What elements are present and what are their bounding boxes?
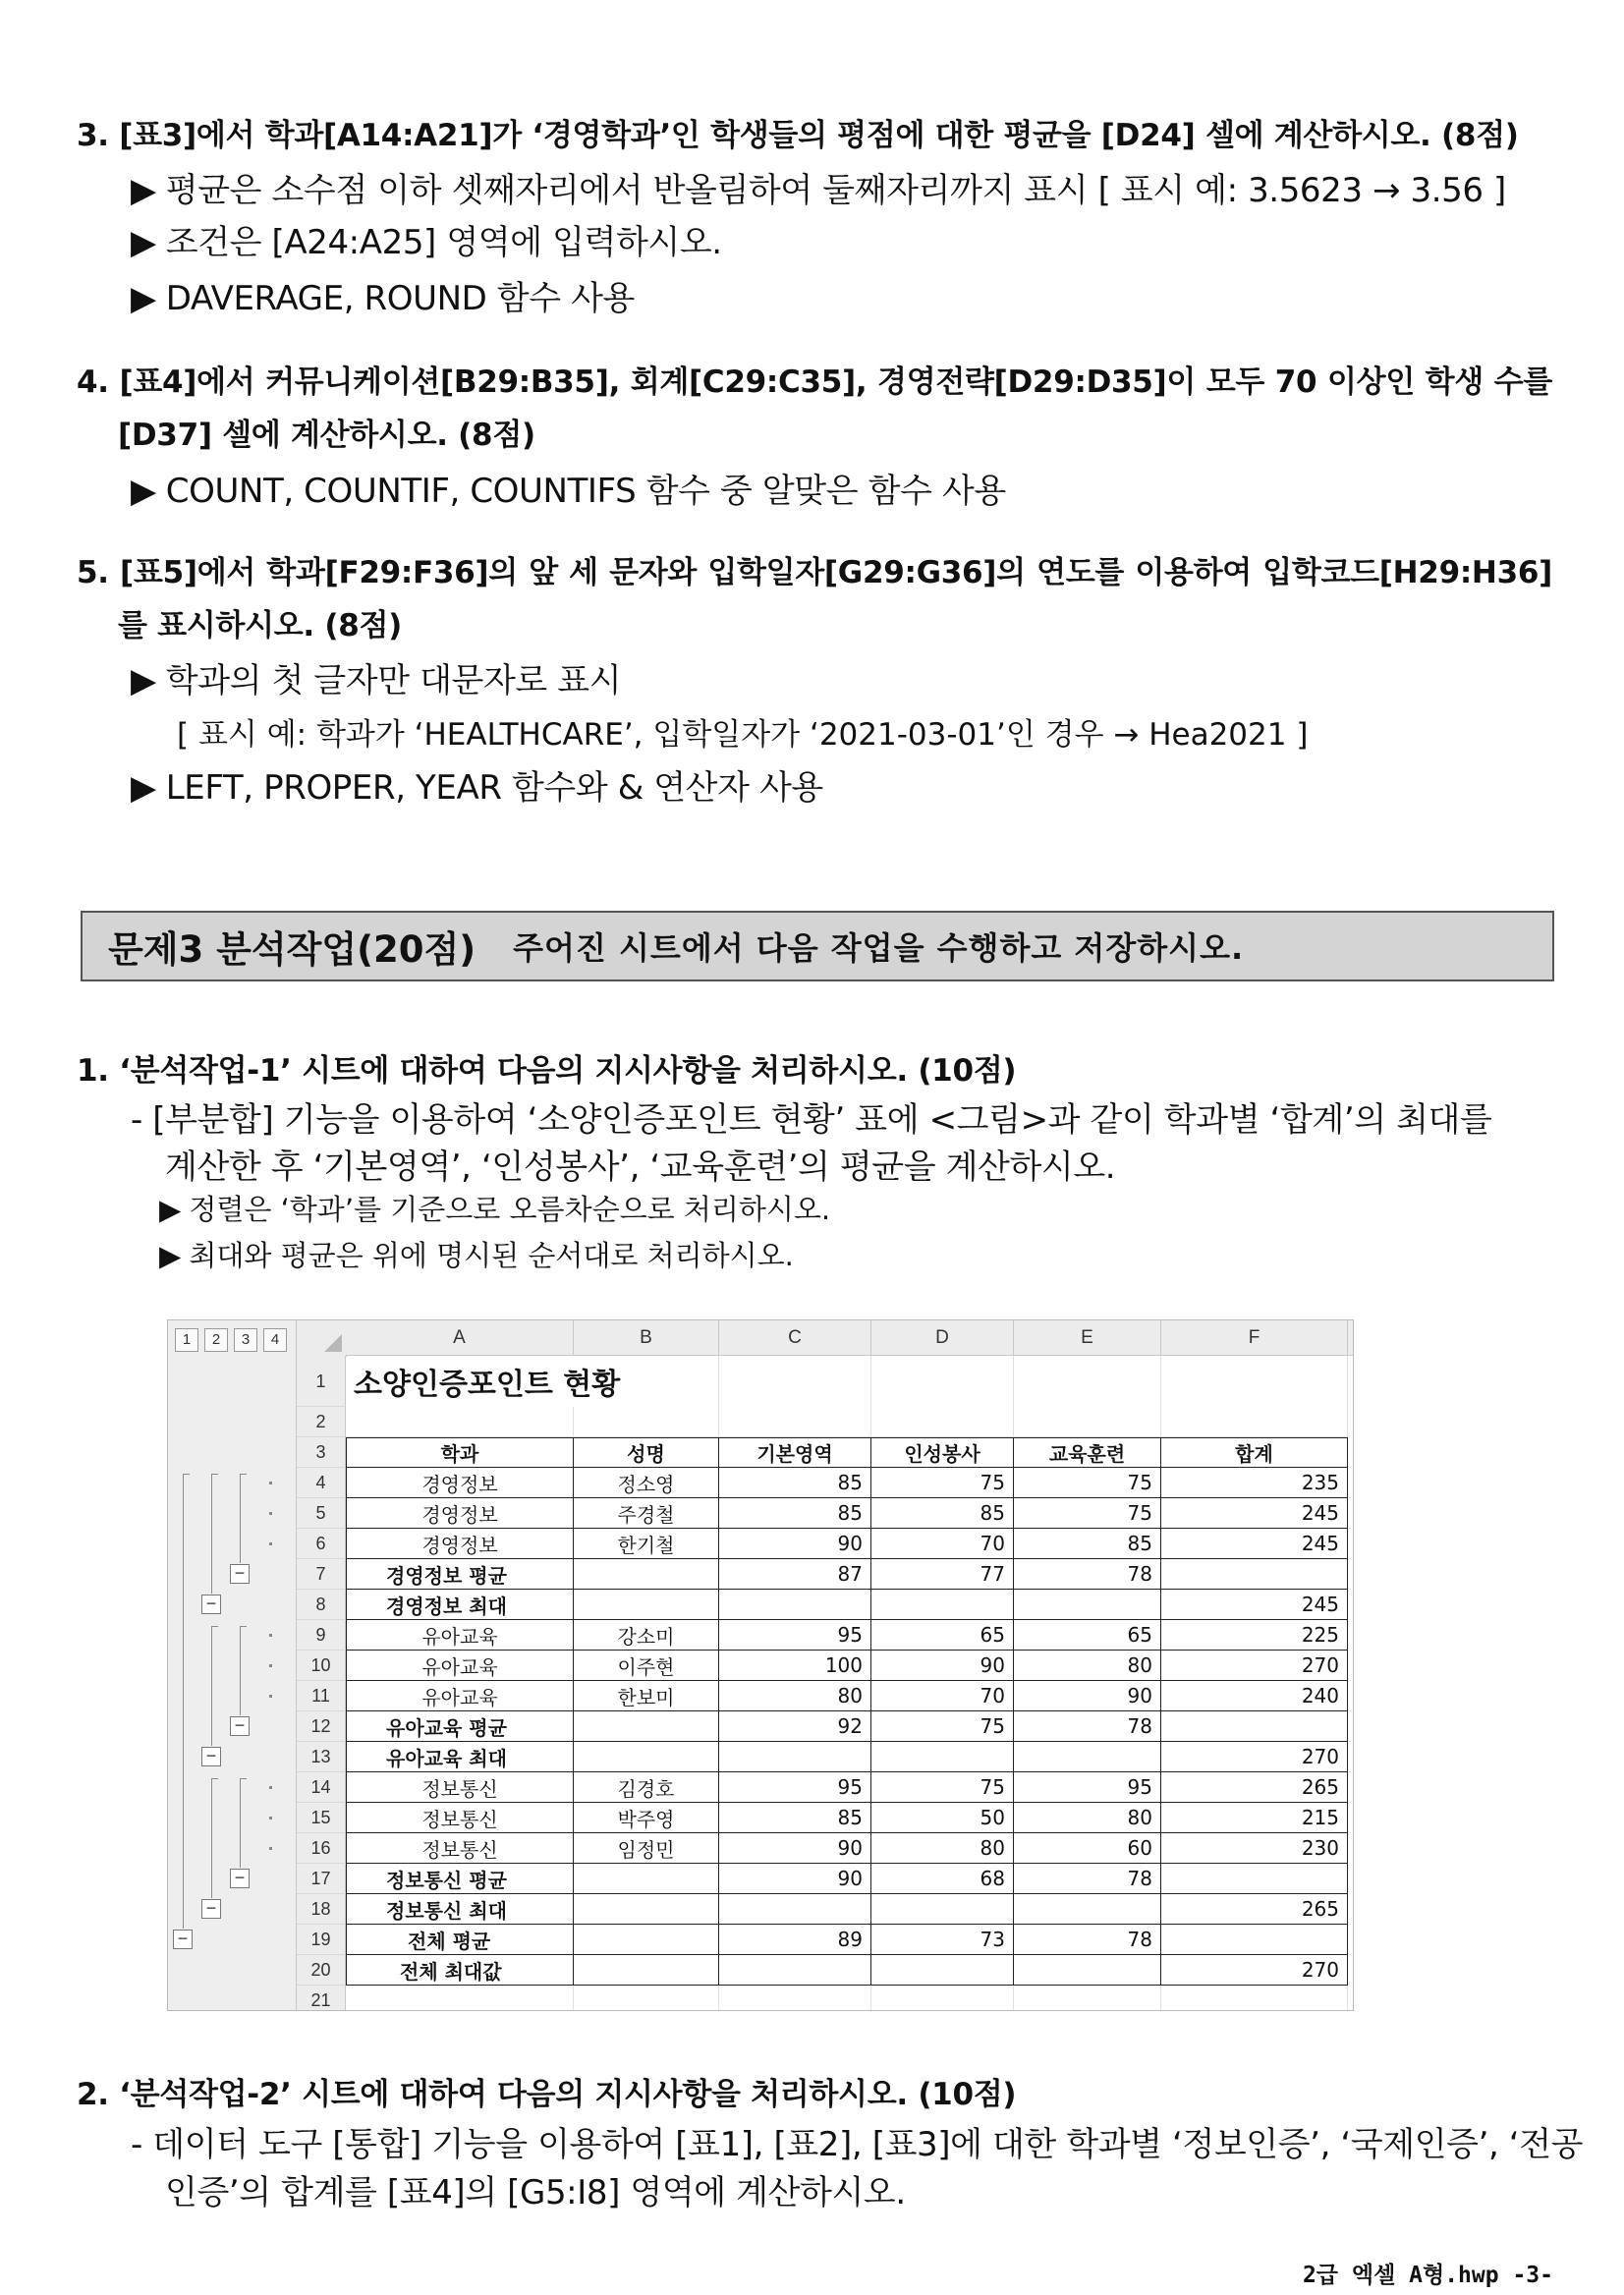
summary-cell[interactable]: 89	[719, 1925, 871, 1955]
task-1-line-2: 계산한 후 ‘기본영역’, ‘인성봉사’, ‘교육훈련’의 평균을 계산하시오.	[165, 1148, 1116, 1187]
data-cell[interactable]: 245	[1161, 1498, 1348, 1529]
outline-detail-dot	[269, 1512, 272, 1515]
sheet-cell[interactable]	[871, 1407, 1014, 1437]
data-cell[interactable]: 임정민	[574, 1833, 719, 1864]
data-cell[interactable]: 90	[719, 1529, 871, 1559]
data-cell[interactable]: 80	[871, 1833, 1014, 1864]
summary-cell[interactable]: 전체 평균	[346, 1925, 574, 1955]
data-cell[interactable]: 215	[1161, 1803, 1348, 1833]
outline-level-3-button[interactable]: 3	[234, 1328, 257, 1352]
data-cell[interactable]: 경영정보	[346, 1468, 574, 1498]
header-cell[interactable]: 성명	[574, 1437, 719, 1468]
summary-cell[interactable]	[719, 1742, 871, 1772]
data-cell[interactable]: 유아교육	[346, 1651, 574, 1681]
sheet-cell[interactable]	[871, 1356, 1014, 1407]
data-cell[interactable]: 85	[1014, 1529, 1161, 1559]
summary-cell[interactable]: 270	[1161, 1742, 1348, 1772]
section-3-title: 문제3 분석작업(20점)	[108, 928, 476, 971]
row-header-2[interactable]: 2	[297, 1407, 346, 1437]
column-header-d[interactable]: D	[871, 1320, 1014, 1356]
data-cell[interactable]: 이주현	[574, 1651, 719, 1681]
data-cell[interactable]: 225	[1161, 1620, 1348, 1651]
data-cell[interactable]: 80	[1014, 1651, 1161, 1681]
column-header-a[interactable]: A	[346, 1320, 574, 1356]
problem-4-title-line1: 4. [표4]에서 커뮤니케이션[B29:B35], 회계[C29:C35], 경영전략[D29:D35]이 모두 70 이상인 학생 수를	[77, 364, 1552, 400]
summary-cell[interactable]	[574, 1590, 719, 1620]
summary-cell[interactable]	[871, 1955, 1014, 1986]
bullet-arrow-icon: ▶	[131, 223, 156, 262]
data-cell[interactable]: 265	[1161, 1772, 1348, 1803]
sheet-cell[interactable]	[1014, 1986, 1161, 2011]
outline-bracket-line	[211, 1474, 218, 1475]
summary-cell[interactable]: 78	[1014, 1711, 1161, 1742]
summary-cell[interactable]: 265	[1161, 1894, 1348, 1925]
outline-collapse-icon[interactable]: −	[173, 1930, 193, 1949]
task-1-note-1: ▶ 정렬은 ‘학과’를 기준으로 오름차순으로 처리하시오.	[159, 1193, 831, 1226]
row-header-11[interactable]: 11	[297, 1681, 346, 1711]
outline-bracket-line	[240, 1778, 241, 1869]
column-header-f[interactable]: F	[1161, 1320, 1348, 1356]
outline-collapse-icon[interactable]: −	[201, 1595, 221, 1614]
data-cell[interactable]: 한보미	[574, 1681, 719, 1711]
summary-cell[interactable]	[1161, 1559, 1348, 1590]
problem-4-title-line2: [D37] 셀에 계산하시오. (8점)	[118, 418, 535, 453]
summary-cell[interactable]	[719, 1894, 871, 1925]
data-cell[interactable]: 270	[1161, 1651, 1348, 1681]
summary-cell[interactable]	[574, 1894, 719, 1925]
row-header-14[interactable]: 14	[297, 1772, 346, 1803]
sheet-cell[interactable]	[1014, 1407, 1161, 1437]
summary-cell[interactable]	[574, 1925, 719, 1955]
outline-bracket-line	[240, 1474, 247, 1475]
summary-cell[interactable]	[1014, 1955, 1161, 1986]
problem-3-bullet-3: ▶ DAVERAGE, ROUND 함수 사용	[131, 279, 635, 318]
bullet-arrow-icon: ▶	[131, 171, 156, 210]
outline-level-1-button[interactable]: 1	[175, 1328, 198, 1352]
data-cell[interactable]: 95	[719, 1772, 871, 1803]
summary-cell[interactable]: 92	[719, 1711, 871, 1742]
data-cell[interactable]: 65	[1014, 1620, 1161, 1651]
row-header-4[interactable]: 4	[297, 1468, 346, 1498]
sheet-cell[interactable]	[1014, 1356, 1161, 1407]
data-cell[interactable]: 85	[719, 1468, 871, 1498]
row-header-18[interactable]: 18	[297, 1894, 346, 1925]
page-footer: 2급 엑셀 A형.hwp -3-	[1302, 2263, 1553, 2288]
header-cell[interactable]: 합계	[1161, 1437, 1348, 1468]
data-cell[interactable]: 85	[871, 1498, 1014, 1529]
bullet-arrow-icon: ▶	[131, 661, 156, 700]
outline-bracket-line	[211, 1778, 218, 1779]
summary-cell[interactable]: 73	[871, 1925, 1014, 1955]
summary-cell[interactable]: 68	[871, 1864, 1014, 1894]
row-header-12[interactable]: 12	[297, 1711, 346, 1742]
task-1-line-1: - [부분합] 기능을 이용하여 ‘소양인증포인트 현황’ 표에 <그림>과 같이 학과별 ‘합계’의 최대를	[131, 1100, 1492, 1140]
outline-detail-dot	[269, 1847, 272, 1850]
row-header-8[interactable]: 8	[297, 1590, 346, 1620]
bullet-arrow-icon: ▶	[131, 768, 156, 808]
header-cell[interactable]: 인성봉사	[871, 1437, 1014, 1468]
outline-detail-dot	[269, 1542, 272, 1545]
summary-cell[interactable]	[574, 1955, 719, 1986]
data-cell[interactable]: 정보통신	[346, 1833, 574, 1864]
sheet-cell[interactable]	[719, 1356, 871, 1407]
outline-bracket-line	[211, 1626, 218, 1627]
outline-detail-dot	[269, 1664, 272, 1667]
problem-5-title-line1: 5. [표5]에서 학과[F29:F36]의 앞 세 문자와 입학일자[G29:G36]의 연도를 이용하여 입학코드[H29:H36]	[77, 555, 1552, 590]
outline-bracket-line	[183, 1474, 190, 1475]
summary-cell[interactable]	[574, 1864, 719, 1894]
outline-bracket-line	[240, 1778, 247, 1779]
summary-cell[interactable]	[719, 1955, 871, 1986]
section-3-header	[81, 911, 1554, 981]
outline-detail-dot	[269, 1786, 272, 1789]
data-cell[interactable]: 245	[1161, 1529, 1348, 1559]
data-cell[interactable]: 60	[1014, 1833, 1161, 1864]
outline-collapse-icon[interactable]: −	[230, 1716, 250, 1736]
sheet-cell[interactable]	[719, 1407, 871, 1437]
column-header-c[interactable]: C	[719, 1320, 871, 1356]
data-cell[interactable]: 강소미	[574, 1620, 719, 1651]
row-header-1[interactable]: 1	[297, 1356, 346, 1407]
task-2-line-2: 인증’의 합계를 [표4]의 [G5:I8] 영역에 계산하시오.	[165, 2173, 906, 2212]
outline-collapse-icon[interactable]: −	[230, 1564, 250, 1584]
problem-5-title-line2: 를 표시하시오. (8점)	[118, 608, 402, 644]
data-cell[interactable]: 유아교육	[346, 1681, 574, 1711]
data-cell[interactable]: 김경호	[574, 1772, 719, 1803]
data-cell[interactable]: 90	[871, 1651, 1014, 1681]
problem-3-bullet-1: ▶ 평균은 소수점 이하 셋째자리에서 반올림하여 둘째자리까지 표시 [ 표시 예: 3.5623 → 3.56 ]	[131, 171, 1506, 210]
summary-cell[interactable]	[871, 1590, 1014, 1620]
row-header-19[interactable]: 19	[297, 1925, 346, 1955]
row-header-13[interactable]: 13	[297, 1742, 346, 1772]
data-cell[interactable]: 80	[1014, 1803, 1161, 1833]
problem-5-bullet-1: ▶ 학과의 첫 글자만 대문자로 표시	[131, 661, 622, 700]
data-cell[interactable]: 경영정보	[346, 1529, 574, 1559]
data-cell[interactable]: 정보통신	[346, 1803, 574, 1833]
data-cell[interactable]: 230	[1161, 1833, 1348, 1864]
row-header-10[interactable]: 10	[297, 1651, 346, 1681]
sheet-cell[interactable]	[346, 1986, 574, 2011]
sheet-title[interactable]: 소양인증포인트 현황	[354, 1368, 621, 1402]
row-header-16[interactable]: 16	[297, 1833, 346, 1864]
summary-cell[interactable]	[1161, 1864, 1348, 1894]
outline-level-2-button[interactable]: 2	[204, 1328, 228, 1352]
outline-level-4-button[interactable]: 4	[263, 1328, 287, 1352]
summary-cell[interactable]: 270	[1161, 1955, 1348, 1986]
summary-cell[interactable]	[1014, 1590, 1161, 1620]
header-cell[interactable]: 기본영역	[719, 1437, 871, 1468]
summary-cell[interactable]	[1014, 1894, 1161, 1925]
summary-cell[interactable]: 정보통신 평균	[346, 1864, 574, 1894]
outline-detail-dot	[269, 1695, 272, 1698]
summary-cell[interactable]: 유아교육 평균	[346, 1711, 574, 1742]
row-header-20[interactable]: 20	[297, 1955, 346, 1986]
data-cell[interactable]: 유아교육	[346, 1620, 574, 1651]
row-header-9[interactable]: 9	[297, 1620, 346, 1651]
data-cell[interactable]: 주경철	[574, 1498, 719, 1529]
outline-collapse-icon[interactable]: −	[201, 1899, 221, 1919]
summary-cell[interactable]: 90	[719, 1864, 871, 1894]
data-cell[interactable]: 80	[719, 1681, 871, 1711]
outline-bracket-line	[211, 1778, 212, 1899]
sheet-cell[interactable]	[1161, 1356, 1348, 1407]
column-header-blank	[1348, 1320, 1354, 1356]
summary-cell[interactable]: 유아교육 최대	[346, 1742, 574, 1772]
data-cell[interactable]: 85	[719, 1803, 871, 1833]
task-2-title: 2. ‘분석작업-2’ 시트에 대하여 다음의 지시사항을 처리하시오. (10점)	[77, 2077, 1017, 2112]
data-cell[interactable]: 75	[1014, 1498, 1161, 1529]
sheet-cell[interactable]	[871, 1986, 1014, 2011]
sheet-cell[interactable]	[1161, 1986, 1348, 2011]
summary-cell[interactable]: 245	[1161, 1590, 1348, 1620]
task-1-note-2: ▶ 최대와 평균은 위에 명시된 순서대로 처리하시오.	[159, 1239, 794, 1272]
summary-cell[interactable]: 87	[719, 1559, 871, 1590]
summary-cell[interactable]	[719, 1590, 871, 1620]
data-cell[interactable]: 박주영	[574, 1803, 719, 1833]
data-cell[interactable]: 240	[1161, 1681, 1348, 1711]
data-cell[interactable]: 70	[871, 1529, 1014, 1559]
data-cell[interactable]: 한기철	[574, 1529, 719, 1559]
select-all-corner[interactable]	[297, 1320, 347, 1357]
header-cell[interactable]: 교육훈련	[1014, 1437, 1161, 1468]
summary-cell[interactable]	[1014, 1742, 1161, 1772]
outline-bracket-line	[240, 1474, 241, 1564]
sheet-cell[interactable]	[346, 1407, 574, 1437]
outline-collapse-icon[interactable]: −	[230, 1869, 250, 1888]
summary-cell[interactable]	[574, 1559, 719, 1590]
sheet-cell[interactable]	[574, 1407, 719, 1437]
sheet-cell[interactable]	[1161, 1407, 1348, 1437]
header-cell[interactable]: 학과	[346, 1437, 574, 1468]
outline-detail-dot	[269, 1482, 272, 1484]
row-header-21[interactable]: 21	[297, 1986, 346, 2011]
problem-5-example: [ 표시 예: 학과가 ‘HEALTHCARE’, 입학일자가 ‘2021-03-01’인 경우 → Hea2021 ]	[177, 717, 1309, 753]
outline-detail-dot	[269, 1634, 272, 1637]
outline-bracket-line	[211, 1474, 212, 1595]
data-cell[interactable]: 75	[871, 1772, 1014, 1803]
data-cell[interactable]: 85	[719, 1498, 871, 1529]
summary-cell[interactable]: 77	[871, 1559, 1014, 1590]
row-header-17[interactable]: 17	[297, 1864, 346, 1894]
data-cell[interactable]: 95	[1014, 1772, 1161, 1803]
data-cell[interactable]: 75	[871, 1468, 1014, 1498]
data-cell[interactable]: 75	[1014, 1468, 1161, 1498]
outline-bracket-line	[211, 1626, 212, 1747]
data-cell[interactable]: 70	[871, 1681, 1014, 1711]
row-header-6[interactable]: 6	[297, 1529, 346, 1559]
summary-cell[interactable]: 78	[1014, 1864, 1161, 1894]
bullet-arrow-icon: ▶	[131, 472, 156, 511]
section-3-description: 주어진 시트에서 다음 작업을 수행하고 저장하시오.	[513, 929, 1245, 967]
subtotal-spreadsheet-figure	[167, 1319, 1354, 2011]
data-cell[interactable]: 65	[871, 1620, 1014, 1651]
sheet-cell[interactable]	[574, 1986, 719, 2011]
outline-collapse-icon[interactable]: −	[201, 1747, 221, 1766]
summary-cell[interactable]: 78	[1014, 1559, 1161, 1590]
summary-cell[interactable]	[574, 1742, 719, 1772]
outline-bracket-line	[240, 1626, 247, 1627]
summary-cell[interactable]	[1161, 1711, 1348, 1742]
outline-detail-dot	[269, 1817, 272, 1819]
summary-cell[interactable]: 경영정보 평균	[346, 1559, 574, 1590]
problem-3-bullet-2: ▶ 조건은 [A24:A25] 영역에 입력하시오.	[131, 223, 722, 262]
summary-cell[interactable]	[574, 1711, 719, 1742]
bullet-arrow-icon: ▶	[159, 1193, 182, 1226]
problem-5-bullet-2: ▶ LEFT, PROPER, YEAR 함수와 & 연산자 사용	[131, 768, 823, 808]
task-2-line-1: - 데이터 도구 [통합] 기능을 이용하여 [표1], [표2], [표3]에 대한 학과별 ‘정보인증’, ‘국제인증’, ‘전공	[131, 2125, 1584, 2164]
summary-cell[interactable]: 경영정보 최대	[346, 1590, 574, 1620]
data-cell[interactable]: 50	[871, 1803, 1014, 1833]
row-header-5[interactable]: 5	[297, 1498, 346, 1529]
column-header-b[interactable]: B	[574, 1320, 719, 1356]
data-cell[interactable]: 경영정보	[346, 1498, 574, 1529]
data-cell[interactable]: 90	[1014, 1681, 1161, 1711]
task-1-title: 1. ‘분석작업-1’ 시트에 대하여 다음의 지시사항을 처리하시오. (10점)	[77, 1053, 1017, 1089]
sheet-cell[interactable]	[719, 1986, 871, 2011]
summary-cell[interactable]	[1161, 1925, 1348, 1955]
problem-4-bullet-1: ▶ COUNT, COUNTIF, COUNTIFS 함수 중 알맞은 함수 사용	[131, 472, 1006, 511]
summary-cell[interactable]: 78	[1014, 1925, 1161, 1955]
outline-bracket-line	[183, 1474, 184, 1930]
summary-cell[interactable]: 정보통신 최대	[346, 1894, 574, 1925]
data-cell[interactable]: 90	[719, 1833, 871, 1864]
summary-cell[interactable]: 전체 최대값	[346, 1955, 574, 1986]
summary-cell[interactable]	[871, 1742, 1014, 1772]
data-cell[interactable]: 정소영	[574, 1468, 719, 1498]
data-cell[interactable]: 95	[719, 1620, 871, 1651]
problem-3-title: 3. [표3]에서 학과[A14:A21]가 ‘경영학과’인 학생들의 평점에 대한 평균을 [D24] 셀에 계산하시오. (8점)	[77, 118, 1519, 153]
outline-bracket-line	[240, 1626, 241, 1716]
bullet-arrow-icon: ▶	[131, 279, 156, 318]
column-header-e[interactable]: E	[1014, 1320, 1161, 1356]
row-header-3[interactable]: 3	[297, 1437, 346, 1468]
summary-cell[interactable]	[871, 1894, 1014, 1925]
data-cell[interactable]: 100	[719, 1651, 871, 1681]
outline-gutter	[168, 1320, 297, 2010]
row-header-15[interactable]: 15	[297, 1803, 346, 1833]
summary-cell[interactable]: 75	[871, 1711, 1014, 1742]
row-header-7[interactable]: 7	[297, 1559, 346, 1590]
bullet-arrow-icon: ▶	[159, 1239, 182, 1272]
data-cell[interactable]: 정보통신	[346, 1772, 574, 1803]
data-cell[interactable]: 235	[1161, 1468, 1348, 1498]
